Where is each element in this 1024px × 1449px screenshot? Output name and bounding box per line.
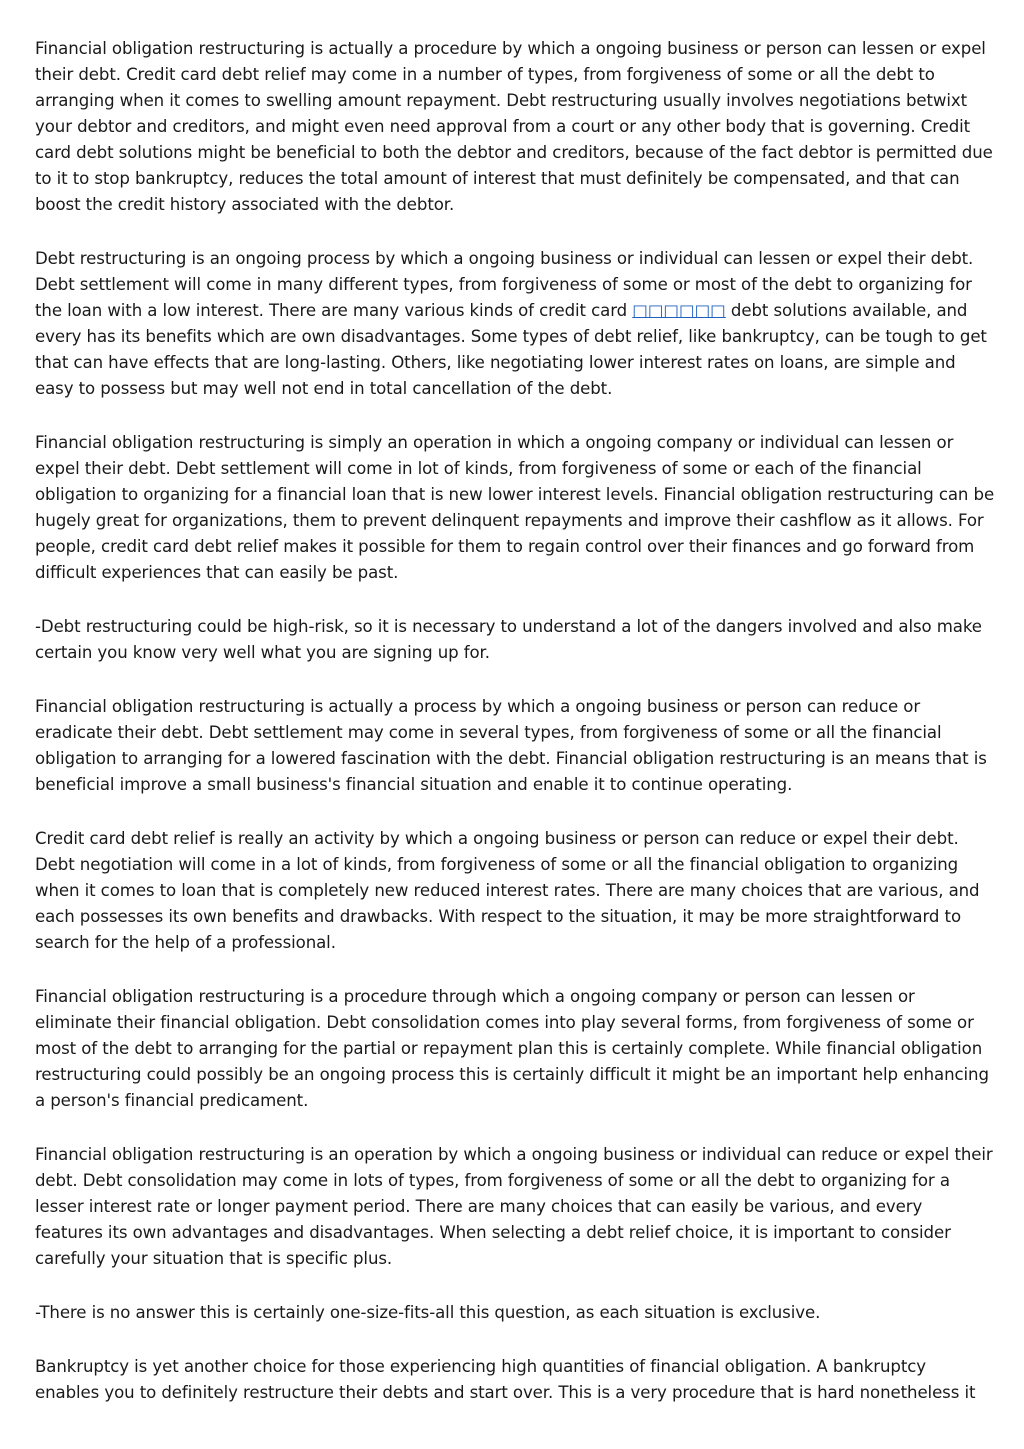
paragraph-10: Bankruptcy is yet another choice for those experiencing high quantities of financial obligation. A bankruptcy enables you to definitely restructure their debts and start over. This is a very procedure that is hard nonetheless it <box>35 1357 976 1402</box>
paragraph-7: Financial obligation restructuring is a procedure through which a ongoing company or person can lessen or eliminate their financial obligation. Debt consolidation comes into play several forms, from forgiveness of some or most of the debt to arranging for the partial or repayment plan this is certainly complete. While financial obligation restructuring could possibly be an ongoing process this is certainly difficult it might be an important help enhancing a person's financial predicament. <box>35 987 989 1110</box>
paragraph-8: Financial obligation restructuring is an operation by which a ongoing business or individual can reduce or expel their debt. Debt consolidation may come in lots of types, from forgiveness of some or all the debt to organizing for a lesser interest rate or longer payment period. There are many choices that can easily be various, and every features its own advantages and disadvantages. When selecting a debt relief choice, it is important to consider carefully your situation that is specific plus. <box>35 1145 993 1268</box>
inline-link[interactable]: □□□□□□ <box>632 301 726 320</box>
paragraph-2-text-before: Debt restructuring is an ongoing process by which a ongoing business or individual can lessen or expel their debt. Debt settlement will come in many different types, from forgiveness of some or most of the debt to organizing for the loan with a low interest. There are many various kinds of credit card <box>35 249 974 320</box>
paragraph-3: Financial obligation restructuring is simply an operation in which a ongoing company or individual can lessen or expel their debt. Debt settlement will come in lot of kinds, from forgiveness of some or each of the financial obligation to organizing for a financial loan that is new lower interest levels. Financial obligation restructuring can be hugely great for organizations, them to prevent delinquent repayments and improve their cashflow as it allows. For people, credit card debt relief makes it possible for them to regain control over their finances and go forward from difficult experiences that can easily be past. <box>35 433 995 582</box>
paragraph-1: Financial obligation restructuring is actually a procedure by which a ongoing business or person can lessen or expel their debt. Credit card debt relief may come in a number of types, from forgiveness of some or all the debt to arranging when it comes to swelling amount repayment. Debt restructuring usually involves negotiations betwixt your debtor and creditors, and might even need approval from a court or any other body that is governing. Credit card debt solutions might be beneficial to both the debtor and creditors, because of the fact debtor is permitted due to it to stop bankruptcy, reduces the total amount of interest that must definitely be compensated, and that can boost the credit history associated with the debtor. <box>35 39 993 214</box>
document-body <box>35 36 995 1434</box>
paragraph-4: -Debt restructuring could be high-risk, so it is necessary to understand a lot of the dangers involved and also make certain you know very well what you are signing up for. <box>35 617 982 662</box>
paragraph-2 <box>35 246 995 402</box>
paragraph-9: -There is no answer this is certainly one-size-fits-all this question, as each situation is exclusive. <box>35 1303 821 1322</box>
paragraph-2-text-after: debt solutions available, and every has its benefits which are own disadvantages. Some types of debt relief, like bankruptcy, can be tough to get that can have effects that are long-lasting. Others, like negotiating lower interest rates on loans, are simple and easy to possess but may well not end in total cancellation of the debt. <box>35 301 987 398</box>
paragraph-6: Credit card debt relief is really an activity by which a ongoing business or person can reduce or expel their debt. Debt negotiation will come in a lot of kinds, from forgiveness of some or all the financial obligation to organizing when it comes to loan that is completely new reduced interest rates. There are many choices that are various, and each possesses its own benefits and drawbacks. With respect to the situation, it may be more straightforward to search for the help of a professional. <box>35 829 980 952</box>
paragraph-5: Financial obligation restructuring is actually a process by which a ongoing business or person can reduce or eradicate their debt. Debt settlement may come in several types, from forgiveness of some or all the financial obligation to arranging for a lowered fascination with the debt. Financial obligation restructuring is an means that is beneficial improve a small business's financial situation and enable it to continue operating. <box>35 697 987 794</box>
